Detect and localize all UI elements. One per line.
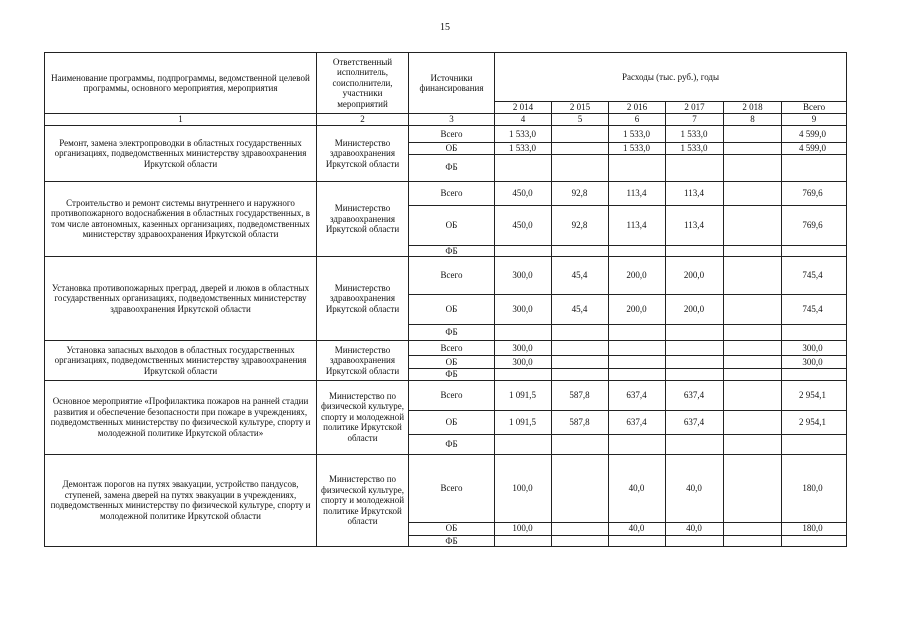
year-value: 92,8 <box>552 205 609 245</box>
year-value: 1 533,0 <box>495 126 552 143</box>
year-value <box>724 535 782 547</box>
activity-name: Установка противопожарных преград, дверей и люков в областных государственных организациях, подведомственных министерству здравоохранения Иркутской области <box>45 257 317 341</box>
year-value: 637,4 <box>666 380 724 410</box>
year-value <box>724 154 782 181</box>
funding-source: ФБ <box>409 245 495 257</box>
year-value <box>609 245 666 257</box>
year-value <box>724 126 782 143</box>
table-body <box>45 126 847 547</box>
year-value <box>609 434 666 454</box>
header-sources: Источники финансирования <box>409 53 495 114</box>
year-value <box>552 454 609 522</box>
year-value <box>666 535 724 547</box>
year-value <box>724 245 782 257</box>
header-year: 2 016 <box>609 102 666 114</box>
column-number: 6 <box>609 114 666 126</box>
total-value <box>782 369 847 381</box>
column-number: 3 <box>409 114 495 126</box>
budget-table <box>44 52 847 547</box>
year-value: 40,0 <box>609 454 666 522</box>
total-value: 300,0 <box>782 356 847 369</box>
year-value <box>609 154 666 181</box>
year-value <box>724 410 782 434</box>
table-row <box>45 380 847 410</box>
total-value <box>782 154 847 181</box>
funding-source: Всего <box>409 181 495 205</box>
year-value <box>724 369 782 381</box>
year-value: 200,0 <box>609 295 666 325</box>
year-value <box>552 245 609 257</box>
year-value <box>495 369 552 381</box>
year-value: 450,0 <box>495 205 552 245</box>
year-value <box>552 341 609 356</box>
total-value <box>782 245 847 257</box>
year-value: 100,0 <box>495 522 552 535</box>
year-value <box>495 535 552 547</box>
year-value <box>724 434 782 454</box>
executor: Министерство здравоохранения Иркутской области <box>317 181 409 257</box>
executor: Министерство по физической культуре, спорту и молодежной политике Иркутской области <box>317 380 409 454</box>
year-value <box>552 522 609 535</box>
column-number: 4 <box>495 114 552 126</box>
funding-source: Всего <box>409 380 495 410</box>
year-value: 200,0 <box>666 257 724 295</box>
year-value <box>666 245 724 257</box>
year-value <box>552 325 609 341</box>
year-value <box>724 454 782 522</box>
year-value <box>495 325 552 341</box>
year-value: 300,0 <box>495 356 552 369</box>
funding-source: ОБ <box>409 522 495 535</box>
funding-source: ФБ <box>409 369 495 381</box>
year-value <box>552 356 609 369</box>
year-value: 1 533,0 <box>609 126 666 143</box>
header-year: 2 015 <box>552 102 609 114</box>
total-value: 769,6 <box>782 205 847 245</box>
year-value <box>552 535 609 547</box>
year-value <box>724 341 782 356</box>
year-value: 300,0 <box>495 341 552 356</box>
table-row <box>45 181 847 205</box>
year-value: 200,0 <box>666 295 724 325</box>
activity-name: Основное мероприятие «Профилактика пожаров на ранней стадии развития и обеспечение безопасности при пожаре в учреждениях, подведомственных министерству по физической культуре, спорту и молодежной политике Иркутской области» <box>45 380 317 454</box>
year-value <box>552 154 609 181</box>
funding-source: ФБ <box>409 535 495 547</box>
year-value: 92,8 <box>552 181 609 205</box>
year-value: 637,4 <box>609 380 666 410</box>
year-value <box>495 434 552 454</box>
funding-source: Всего <box>409 454 495 522</box>
funding-source: ОБ <box>409 295 495 325</box>
header-expenses: Расходы (тыс. руб.), годы <box>495 53 847 102</box>
activity-name: Демонтаж порогов на путях эвакуации, устройство пандусов, ступеней, замена дверей на путях эвакуации в учреждениях, подведомственных министерству по физической культуре, спорту и молодежной политике Иркутской области <box>45 454 317 547</box>
year-value: 40,0 <box>609 522 666 535</box>
column-number: 8 <box>724 114 782 126</box>
year-value <box>666 154 724 181</box>
year-value: 1 533,0 <box>666 126 724 143</box>
year-value: 450,0 <box>495 181 552 205</box>
total-value: 4 599,0 <box>782 126 847 143</box>
total-value: 769,6 <box>782 181 847 205</box>
total-value: 180,0 <box>782 522 847 535</box>
funding-source: ФБ <box>409 154 495 181</box>
funding-source: Всего <box>409 257 495 295</box>
year-value <box>552 143 609 155</box>
year-value: 637,4 <box>609 410 666 434</box>
total-value: 745,4 <box>782 257 847 295</box>
table-row <box>45 126 847 143</box>
table-row <box>45 454 847 522</box>
total-value: 2 954,1 <box>782 410 847 434</box>
year-value <box>552 126 609 143</box>
column-number: 1 <box>45 114 317 126</box>
total-value: 2 954,1 <box>782 380 847 410</box>
year-value: 1 091,5 <box>495 380 552 410</box>
total-value: 745,4 <box>782 295 847 325</box>
page-number: 15 <box>440 22 450 33</box>
year-value <box>552 434 609 454</box>
year-value: 45,4 <box>552 257 609 295</box>
total-value <box>782 325 847 341</box>
year-value <box>552 369 609 381</box>
total-value: 300,0 <box>782 341 847 356</box>
year-value <box>724 325 782 341</box>
year-value <box>724 143 782 155</box>
year-value: 300,0 <box>495 257 552 295</box>
column-number: 9 <box>782 114 847 126</box>
year-value <box>666 325 724 341</box>
header-program-name: Наименование программы, подпрограммы, ведомственной целевой программы, основного мероприятия, мероприятия <box>45 53 317 114</box>
header-total: Всего <box>782 102 847 114</box>
year-value <box>609 325 666 341</box>
year-value <box>724 257 782 295</box>
year-value: 100,0 <box>495 454 552 522</box>
year-value: 1 533,0 <box>495 143 552 155</box>
year-value <box>666 369 724 381</box>
year-value: 1 533,0 <box>609 143 666 155</box>
year-value <box>724 522 782 535</box>
header-year: 2 018 <box>724 102 782 114</box>
funding-source: ФБ <box>409 434 495 454</box>
year-value: 45,4 <box>552 295 609 325</box>
total-value <box>782 434 847 454</box>
column-number: 2 <box>317 114 409 126</box>
executor: Министерство здравоохранения Иркутской области <box>317 257 409 341</box>
year-value: 113,4 <box>609 181 666 205</box>
activity-name: Установка запасных выходов в областных государственных организациях, подведомственных министерству здравоохранения Иркутской области <box>45 341 317 381</box>
year-value: 1 091,5 <box>495 410 552 434</box>
year-value <box>666 341 724 356</box>
funding-source: ОБ <box>409 205 495 245</box>
column-number: 7 <box>666 114 724 126</box>
year-value: 113,4 <box>609 205 666 245</box>
year-value: 587,8 <box>552 380 609 410</box>
executor: Министерство здравоохранения Иркутской области <box>317 126 409 182</box>
header-year: 2 014 <box>495 102 552 114</box>
year-value <box>609 341 666 356</box>
year-value: 113,4 <box>666 205 724 245</box>
header-year: 2 017 <box>666 102 724 114</box>
table-row <box>45 341 847 356</box>
year-value: 637,4 <box>666 410 724 434</box>
funding-source: ФБ <box>409 325 495 341</box>
funding-source: ОБ <box>409 410 495 434</box>
year-value: 300,0 <box>495 295 552 325</box>
year-value <box>724 205 782 245</box>
funding-source: Всего <box>409 341 495 356</box>
year-value <box>609 356 666 369</box>
year-value <box>609 535 666 547</box>
year-value <box>724 380 782 410</box>
total-value: 180,0 <box>782 454 847 522</box>
funding-source: Всего <box>409 126 495 143</box>
year-value: 40,0 <box>666 454 724 522</box>
total-value: 4 599,0 <box>782 143 847 155</box>
year-value <box>724 295 782 325</box>
executor: Министерство здравоохранения Иркутской области <box>317 341 409 381</box>
table-row <box>45 257 847 295</box>
year-value: 587,8 <box>552 410 609 434</box>
funding-source: ОБ <box>409 356 495 369</box>
year-value: 113,4 <box>666 181 724 205</box>
executor: Министерство по физической культуре, спорту и молодежной политике Иркутской области <box>317 454 409 547</box>
header-executor: Ответственный исполнитель, соисполнители, участники мероприятий <box>317 53 409 114</box>
year-value <box>724 356 782 369</box>
activity-name: Строительство и ремонт системы внутреннего и наружного противопожарного водоснабжения в областных государственных, в том числе автономных, казенных организациях, подведомственных министерству здравоохранения Иркутской области <box>45 181 317 257</box>
funding-source: ОБ <box>409 143 495 155</box>
year-value: 1 533,0 <box>666 143 724 155</box>
activity-name: Ремонт, замена электропроводки в областных государственных организациях, подведомственных министерству здравоохранения Иркутской области <box>45 126 317 182</box>
year-value <box>495 245 552 257</box>
year-value <box>666 356 724 369</box>
year-value <box>724 181 782 205</box>
year-value <box>495 154 552 181</box>
year-value: 40,0 <box>666 522 724 535</box>
year-value: 200,0 <box>609 257 666 295</box>
year-value <box>609 369 666 381</box>
total-value <box>782 535 847 547</box>
year-value <box>666 434 724 454</box>
column-number: 5 <box>552 114 609 126</box>
